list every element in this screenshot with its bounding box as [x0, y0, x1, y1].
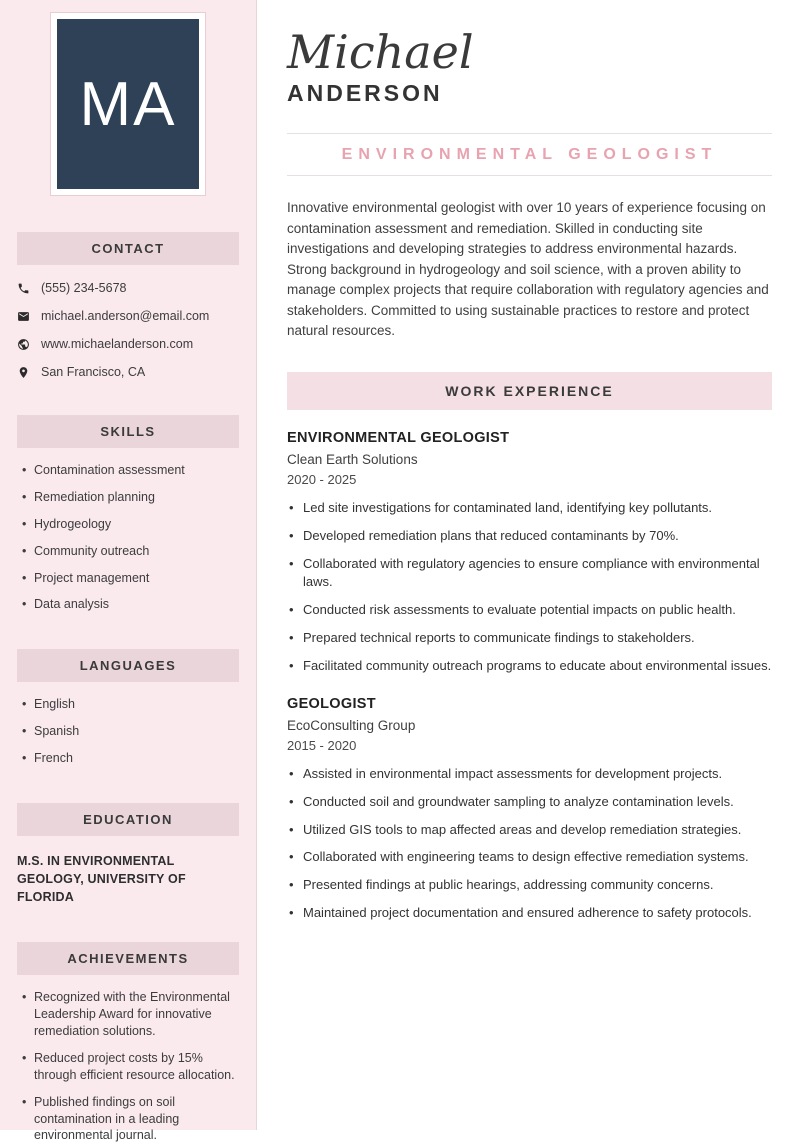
contact-item-website: [17, 337, 241, 351]
skill-item: • Project management: [22, 570, 241, 587]
job-company: Clean Earth Solutions: [287, 451, 418, 467]
language-item: • French: [22, 750, 241, 767]
contact-item-email: [17, 309, 241, 323]
education-section-header: EDUCATION: [17, 803, 239, 836]
work-experience-header: WORK EXPERIENCE: [287, 372, 772, 410]
monogram-frame: [50, 12, 206, 196]
last-name: ANDERSON: [287, 80, 443, 107]
contact-item-location: [17, 365, 241, 379]
contact-list: [17, 281, 241, 379]
job-bullet: • Conducted risk assessments to evaluate potential impacts on public health.: [287, 601, 772, 620]
job-bullet: • Utilized GIS tools to map affected areas and develop remediation strategies.: [287, 821, 772, 840]
job-role: GEOLOGIST: [287, 695, 376, 712]
job-role: ENVIRONMENTAL GEOLOGIST: [287, 429, 510, 446]
achievements-section-header: ACHIEVEMENTS: [17, 942, 239, 975]
job-company: EcoConsulting Group: [287, 717, 416, 733]
job-entry: [287, 696, 772, 923]
globe-icon: [17, 338, 30, 351]
contact-email: michael.anderson@email.com: [41, 309, 210, 323]
headline-job-title: ENVIRONMENTAL GEOLOGIST: [341, 146, 718, 164]
job-bullets: [287, 765, 772, 923]
skills-section-header: SKILLS: [17, 415, 239, 448]
email-icon: [17, 310, 30, 323]
first-name: Michael: [287, 25, 474, 79]
location-icon: [17, 366, 30, 379]
job-bullet: • Facilitated community outreach programs to educate about environmental issues.: [287, 657, 772, 676]
skill-item: • Data analysis: [22, 596, 241, 613]
skill-item: • Contamination assessment: [22, 462, 241, 479]
achievement-item: • Recognized with the Environmental Leadership Award for innovative remediation solutions.: [22, 989, 241, 1040]
contact-item-phone: [17, 281, 241, 295]
professional-summary: Innovative environmental geologist with over 10 years of experience focusing on contamination assessment and remediation. Skilled in conducting site investigations and developing strategies to address environmental hazards. Strong background in hydrogeology and soil science, with a proven ability to manage complex projects that require collaboration with regulatory agencies and stakeholders. Committed to using sustainable practices to restore and protect natural resources.: [287, 200, 769, 339]
job-bullet: • Presented findings at public hearings, addressing community concerns.: [287, 876, 772, 895]
job-bullet: • Assisted in environmental impact assessments for development projects.: [287, 765, 772, 784]
sidebar: [0, 0, 257, 1143]
contact-website: www.michaelanderson.com: [41, 337, 194, 351]
language-item: • English: [22, 696, 241, 713]
skills-list: [22, 462, 241, 613]
job-bullet: • Collaborated with regulatory agencies to ensure compliance with environmental laws.: [287, 555, 772, 593]
contact-phone: (555) 234-5678: [41, 281, 127, 295]
skill-item: • Community outreach: [22, 543, 241, 560]
contact-location: San Francisco, CA: [41, 365, 146, 379]
job-dates: 2020 - 2025: [287, 471, 357, 487]
job-bullet: • Prepared technical reports to communicate findings to stakeholders.: [287, 629, 772, 648]
job-bullet: • Collaborated with engineering teams to design effective remediation systems.: [287, 848, 772, 867]
achievement-item: • Published findings on soil contamination in a leading environmental journal.: [22, 1094, 241, 1144]
languages-list: [22, 696, 241, 767]
monogram-initials: MA: [79, 69, 177, 139]
main-content: [257, 0, 800, 1130]
job-dates: 2015 - 2020: [287, 737, 357, 753]
phone-icon: [17, 282, 30, 295]
job-bullet: • Developed remediation plans that reduced contaminants by 70%.: [287, 527, 772, 546]
education-degree: M.S. IN ENVIRONMENTAL GEOLOGY, UNIVERSITY OF FLORIDA: [17, 853, 186, 905]
job-bullets: [287, 499, 772, 676]
languages-section-header: LANGUAGES: [17, 649, 239, 682]
skill-item: • Hydrogeology: [22, 516, 241, 533]
language-item: • Spanish: [22, 723, 241, 740]
job-bullet: • Conducted soil and groundwater sampling to analyze contamination levels.: [287, 793, 772, 812]
job-bullet: • Led site investigations for contaminated land, identifying key pollutants.: [287, 499, 772, 518]
achievements-list: [22, 989, 241, 1144]
monogram-box: [57, 19, 199, 189]
divider-bottom: [287, 175, 772, 176]
achievement-item: • Reduced project costs by 15% through efficient resource allocation.: [22, 1050, 241, 1084]
skill-item: • Remediation planning: [22, 489, 241, 506]
job-entry: [287, 430, 772, 676]
job-bullet: • Maintained project documentation and ensured adherence to safety protocols.: [287, 904, 772, 923]
contact-section-header: CONTACT: [17, 232, 239, 265]
